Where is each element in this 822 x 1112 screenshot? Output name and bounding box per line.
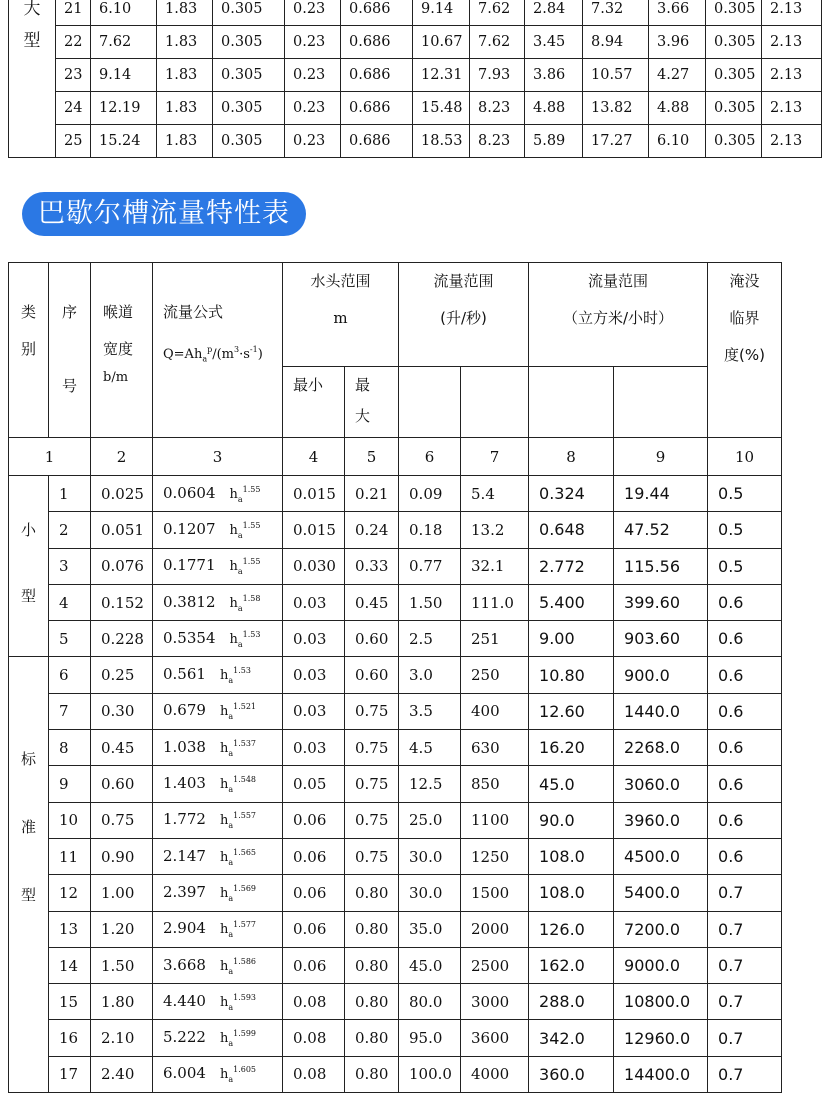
table-cell: 0.6 [708,584,782,620]
table-cell: 3.86 [525,59,583,92]
column-number-row [9,438,782,476]
table-cell: 32.1 [461,548,529,584]
table-cell: 2500 [461,947,529,983]
table-cell: 0.686 [341,26,413,59]
column-number: 6 [399,438,461,476]
table-row [9,0,822,26]
table-cell: 21 [56,0,91,26]
table-cell: 0.23 [285,59,341,92]
table-cell: 0.21 [345,476,399,512]
table-cell: 15.48 [413,92,470,125]
table-cell: 111.0 [461,584,529,620]
table-cell: 9000.0 [614,947,708,983]
table-cell: 2000 [461,911,529,947]
table-cell: 45.0 [529,766,614,802]
table-cell: 0.7 [708,947,782,983]
column-number: 2 [91,438,153,476]
table-cell: 12.60 [529,693,614,729]
header-flow-m3h: 流量范围 （立方米/小时） [529,263,708,367]
table-cell: 400 [461,693,529,729]
table-cell: 5 [49,621,91,657]
table-cell: 1.83 [157,125,213,158]
column-number: 4 [283,438,345,476]
table-cell: 0.03 [283,730,345,766]
table-cell: 6.10 [91,0,157,26]
header-width: 喉道 宽度 b/m [91,263,153,438]
table-row [9,512,782,548]
table-cell: 0.305 [213,59,285,92]
table-cell: 3.5 [399,693,461,729]
table-cell: 2.13 [762,26,822,59]
table-cell: 0.80 [345,1020,399,1056]
table-cell: 0.6 [708,657,782,693]
header-head-max: 最 大 [345,367,399,438]
table-cell: 0.60 [345,621,399,657]
table-cell: 10.67 [413,26,470,59]
table-cell: 0.06 [283,802,345,838]
table-cell: 11 [49,838,91,874]
table-cell: 0.6 [708,621,782,657]
table-cell: 2.13 [762,92,822,125]
table-row [9,125,822,158]
table-cell: 13 [49,911,91,947]
table-cell: 2.10 [91,1020,153,1056]
table-cell: 25 [56,125,91,158]
table-cell: 45.0 [399,947,461,983]
table-cell: 0.75 [345,802,399,838]
header-head-range: 水头范围 m [283,263,399,367]
table-cell: 0.03 [283,657,345,693]
table-cell: 15.24 [91,125,157,158]
table-cell: 1.83 [157,0,213,26]
table-cell: 126.0 [529,911,614,947]
table-cell: 6.10 [649,125,706,158]
header-submerge: 淹没 临界 度(%) [708,263,782,438]
table-cell: 0.06 [283,838,345,874]
table-row [9,947,782,983]
table-cell: 0.08 [283,1020,345,1056]
table-cell: 0.25 [91,657,153,693]
table-cell: 0.7 [708,1020,782,1056]
column-number: 9 [614,438,708,476]
header-blank-9 [614,367,708,438]
table-cell: 0.686 [341,125,413,158]
table-row [9,92,822,125]
table-cell: 22 [56,26,91,59]
table-cell: 90.0 [529,802,614,838]
table-cell: 251 [461,621,529,657]
table-row [9,875,782,911]
table-cell: 0.6 [708,730,782,766]
table-cell: 1500 [461,875,529,911]
table-cell: 1.038 $h_a^{1.537}$ [153,730,283,766]
table-cell: 0.45 [91,730,153,766]
table-cell: 0.305 [706,125,762,158]
category-cell: 小 型 [9,476,49,657]
header-blank-8 [529,367,614,438]
table-cell: 3960.0 [614,802,708,838]
table-cell: 0.686 [341,92,413,125]
table-cell: 2.40 [91,1056,153,1092]
table-cell: 0.305 [213,92,285,125]
table-cell: 0.3812 $h_a^{1.58}$ [153,584,283,620]
table-cell: 0.305 [706,59,762,92]
table-cell: 108.0 [529,875,614,911]
table-cell: 6 [49,657,91,693]
table-row [9,838,782,874]
table-cell: 0.75 [91,802,153,838]
table-cell: 0.7 [708,984,782,1020]
table-cell: 0.228 [91,621,153,657]
table-cell: 0.6 [708,766,782,802]
table-cell: 1.50 [91,947,153,983]
table-cell: 0.305 [706,0,762,26]
column-number: 5 [345,438,399,476]
table-cell: 0.23 [285,26,341,59]
column-number: 3 [153,438,283,476]
table-cell: 4.440 $h_a^{1.593}$ [153,984,283,1020]
table-cell: 0.75 [345,693,399,729]
table-cell: 7.93 [470,59,525,92]
table-cell: 399.60 [614,584,708,620]
table-cell: 0.30 [91,693,153,729]
table-cell: 0.90 [91,838,153,874]
table-cell: 0.7 [708,875,782,911]
table-cell: 10.57 [583,59,649,92]
table-cell: 1.00 [91,875,153,911]
table-cell: 0.23 [285,125,341,158]
table-cell: 18.53 [413,125,470,158]
header-seq: 序 号 [49,263,91,438]
column-number: 8 [529,438,614,476]
table-cell: 2.147 $h_a^{1.565}$ [153,838,283,874]
table-cell: 0.77 [399,548,461,584]
header-flow-ls: 流量范围 (升/秒) [399,263,529,367]
table-cell: 7200.0 [614,911,708,947]
table-cell: 0.75 [345,766,399,802]
table-cell: 0.686 [341,59,413,92]
table-cell: 5.400 [529,584,614,620]
table-cell: 903.60 [614,621,708,657]
table-row [9,584,782,620]
table-cell: 6.004 $h_a^{1.605}$ [153,1056,283,1092]
table-cell: 0.08 [283,1056,345,1092]
table-cell: 0.5 [708,476,782,512]
table-row [9,59,822,92]
header-formula: 流量公式 $Q=Ah_a^p/(m^3\cdot s^{-1})$ [153,263,283,438]
table-row [9,621,782,657]
table-cell: 0.03 [283,584,345,620]
table-cell: 0.076 [91,548,153,584]
table-cell: 24 [56,92,91,125]
table-cell: 10800.0 [614,984,708,1020]
column-number: 7 [461,438,529,476]
table-cell: 250 [461,657,529,693]
table-cell: 0.305 [213,0,285,26]
table-cell: 1.83 [157,26,213,59]
table-cell: 5.4 [461,476,529,512]
table-cell: 13.2 [461,512,529,548]
table-cell: 1.772 $h_a^{1.557}$ [153,802,283,838]
table-cell: 2 [49,512,91,548]
table-cell: 14400.0 [614,1056,708,1092]
table-cell: 8.23 [470,125,525,158]
table-cell: 9 [49,766,91,802]
table-cell: 2.904 $h_a^{1.577}$ [153,911,283,947]
table-cell: 0.80 [345,1056,399,1092]
table-row [9,802,782,838]
table-cell: 3.66 [649,0,706,26]
table-cell: 4000 [461,1056,529,1092]
table-cell: 0.05 [283,766,345,802]
table-cell: 0.030 [283,548,345,584]
table-cell: 30.0 [399,838,461,874]
table-cell: 2.13 [762,0,822,26]
table-cell: 3600 [461,1020,529,1056]
table-cell: 0.5 [708,548,782,584]
category-cell: 大 型 [9,0,56,158]
column-number: 10 [708,438,782,476]
column-number: 1 [9,438,91,476]
table-cell: 0.0604 $h_a^{1.55}$ [153,476,283,512]
table-cell: 30.0 [399,875,461,911]
table-cell: 1250 [461,838,529,874]
table-cell: 12.5 [399,766,461,802]
table-cell: 2.772 [529,548,614,584]
table-cell: 0.06 [283,947,345,983]
table-cell: 0.23 [285,92,341,125]
table-cell: 2268.0 [614,730,708,766]
table-cell: 7.62 [470,26,525,59]
table-cell: 0.80 [345,947,399,983]
table-cell: 1.83 [157,92,213,125]
table-cell: 360.0 [529,1056,614,1092]
table-cell: 47.52 [614,512,708,548]
table-cell: 0.60 [345,657,399,693]
table-row [9,548,782,584]
table-cell: 2.13 [762,59,822,92]
table-cell: 14 [49,947,91,983]
large-type-table [8,0,822,158]
table-cell: 7.62 [91,26,157,59]
table-cell: 12960.0 [614,1020,708,1056]
table-cell: 0.6 [708,802,782,838]
table-cell: 4.88 [525,92,583,125]
table-cell: 0.80 [345,875,399,911]
table-cell: 80.0 [399,984,461,1020]
table-cell: 0.7 [708,911,782,947]
table-cell: 0.015 [283,512,345,548]
table-cell: 0.7 [708,1056,782,1092]
table-cell: 9.14 [91,59,157,92]
table-cell: 900.0 [614,657,708,693]
table-cell: 0.1207 $h_a^{1.55}$ [153,512,283,548]
table-cell: 0.03 [283,621,345,657]
table-cell: 0.1771 $h_a^{1.55}$ [153,548,283,584]
table-cell: 0.051 [91,512,153,548]
table-cell: 25.0 [399,802,461,838]
table-cell: 95.0 [399,1020,461,1056]
table-row [9,911,782,947]
table-cell: 1.20 [91,911,153,947]
table-cell: 4.88 [649,92,706,125]
table-row [9,730,782,766]
table-row [9,26,822,59]
table-cell: 1.50 [399,584,461,620]
table-cell: 0.025 [91,476,153,512]
table-cell: 23 [56,59,91,92]
table-cell: 0.33 [345,548,399,584]
formula-expression: $Q=Ah_a^p/(m^3\cdot s^{-1})$ [163,345,263,364]
table-row [9,1020,782,1056]
table-cell: 1100 [461,802,529,838]
table-cell: 4.5 [399,730,461,766]
table-row [9,476,782,512]
table-cell: 0.75 [345,730,399,766]
table-cell: 2.13 [762,125,822,158]
table-cell: 0.09 [399,476,461,512]
table-cell: 1.403 $h_a^{1.548}$ [153,766,283,802]
header-category: 类 别 [9,263,49,438]
table-cell: 1.80 [91,984,153,1020]
table-cell: 8 [49,730,91,766]
table-cell: 3.668 $h_a^{1.586}$ [153,947,283,983]
table-cell: 0.648 [529,512,614,548]
table-cell: 0.06 [283,875,345,911]
table-row [9,984,782,1020]
table-cell: 108.0 [529,838,614,874]
table-cell: 0.03 [283,693,345,729]
table-cell: 12.19 [91,92,157,125]
section-title: 巴歇尔槽流量特性表 [22,192,306,236]
table-cell: 5.89 [525,125,583,158]
header-blank-6 [399,367,461,438]
table-cell: 8.94 [583,26,649,59]
table-cell: 850 [461,766,529,802]
table-cell: 2.397 $h_a^{1.569}$ [153,875,283,911]
table-cell: 0.305 [706,92,762,125]
table-cell: 0.08 [283,984,345,1020]
table-row [9,657,782,693]
table-cell: 15 [49,984,91,1020]
table-cell: 0.5 [708,512,782,548]
table-row [9,1056,782,1092]
table-cell: 0.75 [345,838,399,874]
table-cell: 12 [49,875,91,911]
table-cell: 3.45 [525,26,583,59]
table-cell: 2.5 [399,621,461,657]
table-cell: 630 [461,730,529,766]
table-cell: 4500.0 [614,838,708,874]
table-cell: 17 [49,1056,91,1092]
table-cell: 5400.0 [614,875,708,911]
table-cell: 17.27 [583,125,649,158]
table-cell: 342.0 [529,1020,614,1056]
table-cell: 0.305 [213,125,285,158]
table-cell: 0.305 [213,26,285,59]
table-cell: 2.84 [525,0,583,26]
table-cell: 19.44 [614,476,708,512]
table-cell: 0.23 [285,0,341,26]
table-cell: 4.27 [649,59,706,92]
header-head-min: 最小 [283,367,345,438]
table-cell: 12.31 [413,59,470,92]
table-cell: 16 [49,1020,91,1056]
table-cell: 16.20 [529,730,614,766]
table-cell: 288.0 [529,984,614,1020]
table-cell: 3.0 [399,657,461,693]
table-cell: 0.06 [283,911,345,947]
table-cell: 9.14 [413,0,470,26]
table-cell: 3000 [461,984,529,1020]
table-cell: 0.561 $h_a^{1.53}$ [153,657,283,693]
table-cell: 115.56 [614,548,708,584]
table-cell: 1 [49,476,91,512]
table-cell: 0.5354 $h_a^{1.53}$ [153,621,283,657]
table-cell: 7 [49,693,91,729]
table-cell: 9.00 [529,621,614,657]
table-cell: 7.62 [470,0,525,26]
table-cell: 13.82 [583,92,649,125]
table-cell: 0.152 [91,584,153,620]
table-cell: 100.0 [399,1056,461,1092]
table-cell: 8.23 [470,92,525,125]
table-cell: 0.686 [341,0,413,26]
table-cell: 0.015 [283,476,345,512]
table-cell: 0.324 [529,476,614,512]
table-cell: 1.83 [157,59,213,92]
table-cell: 162.0 [529,947,614,983]
table-row [9,766,782,802]
table-cell: 0.60 [91,766,153,802]
table-cell: 0.45 [345,584,399,620]
flow-characteristics-table [8,262,782,1093]
table-row [9,693,782,729]
table-cell: 0.18 [399,512,461,548]
table-cell: 1440.0 [614,693,708,729]
table-cell: 3 [49,548,91,584]
header-row-1 [9,263,782,367]
table-cell: 4 [49,584,91,620]
table-cell: 5.222 $h_a^{1.599}$ [153,1020,283,1056]
table-cell: 7.32 [583,0,649,26]
table-cell: 3.96 [649,26,706,59]
table-cell: 0.6 [708,838,782,874]
table-cell: 10 [49,802,91,838]
table-cell: 0.679 $h_a^{1.521}$ [153,693,283,729]
table-cell: 0.24 [345,512,399,548]
table-cell: 0.305 [706,26,762,59]
header-blank-7 [461,367,529,438]
table-cell: 0.80 [345,984,399,1020]
table-cell: 35.0 [399,911,461,947]
table-cell: 0.6 [708,693,782,729]
table-cell: 10.80 [529,657,614,693]
category-cell: 标 准 型 [9,657,49,1093]
table-cell: 3060.0 [614,766,708,802]
table-cell: 0.80 [345,911,399,947]
